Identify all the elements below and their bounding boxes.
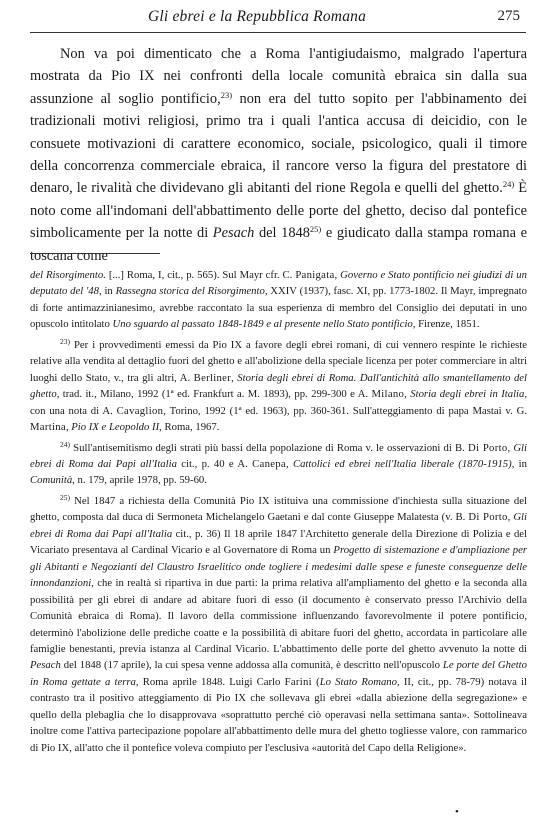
bullet-mark: •: [455, 806, 459, 818]
footnote-24: $^{24)}$ Sull'antisemitismo degli strati più bassi della popolazione di Roma v. le osservazioni di B. Di Porto, Gli ebrei di Roma dai Papi all'Italia cit., p. 40 e A. Canepa, Cattolici ed ebrei nell'Italia liberale (1870-1915), in Comunità, n. 179, aprile 1978, pp. 59-60.: [30, 439, 528, 487]
footnote-23: $^{23)}$ Per i provvedimenti emessi da Pio IX a favore degli ebrei romani, di cui vennero respinte le richieste relative alla vendita al dettaglio fuori del ghetto e all'abolizione della speciale licenza per poter commerciare in altri luoghi dello Stato, v., tra gli altri, A. Berliner, Storia degli ebrei di Roma. Dall'antichità allo smantellamento del ghetto, trad. it., Milano, 1992 (1ª ed. Frankfurt a. M. 1893), pp. 299-300 e A. Milano, Storia degli ebrei in Italia, con una nota di A. Cavaglion, Torino, 1992 (1ª ed. 1963), pp. 360-361. Sull'atteggiamento di papa Mastai v. G. Martina, Pio IX e Leopoldo II, Roma, 1967.: [30, 336, 528, 434]
page-header: [30, 8, 526, 30]
page-number: 275: [497, 8, 520, 24]
main-text: [30, 43, 527, 267]
footnotes: [30, 267, 527, 760]
footnote-continued: del Risorgimento. [...] Roma, I, cit., p. 565). Sul Mayr cfr. C. Panigata, Governo e Stato pontificio nei giudizi di un deputato del '48, in Rassegna storica del Risorgimento, XXIV (1937), fasc. XI, pp. 1773-1802. Il Mayr, impregnato di forte antimazzinianesimo, avrebbe raccontato la sua esperienza di membro del Consiglio dei deputati in uno opuscolo intitolato Uno sguardo al passato 1848-1849 e al presente nello Stato pontificio, Firenze, 1851.: [30, 269, 527, 331]
body-paragraph: Non va poi dimenticato che a Roma l'antigiudaismo, malgrado l'apertura mostrata da Pio IX nei confronti della locale comunità ebraica sin dalla sua assunzione al soglio pontificio,$^{23)}$ non era del tutto sopito per l'abbinamento dei tradizionali motivi religiosi, primo tra i quali l'antica accusa di deicidio, con le consuete motivazioni di carattere economico, sociale, psicologico, quali il timore della concorrenza commerciale ebraica, il rancore verso la figura del prestatore di denaro, le rivalità che dividevano gli abitanti del rione Regola e quelli del ghetto.$^{24)}$ È noto come all'indomani dell'abbattimento delle porte del ghetto, deciso dal pontefice simbolicamente per la notte di Pesach del 1848$^{25)}$ e giudicato dalla stampa romana e toscana come: [30, 46, 527, 264]
footnote-separator: [30, 253, 160, 254]
running-title: Gli ebrei e la Repubblica Romana: [148, 8, 367, 25]
footnote-ref-23: 23): [220, 89, 233, 100]
footnote-ref-25: 25): [309, 224, 322, 235]
header-rule: [30, 32, 526, 33]
footnote-25: $^{25)}$ Nel 1847 a richiesta della Comunità Pio IX istituiva una commissione d'inchiesta sulla situazione del ghetto, composta dal duca di Sermoneta Michelangelo Gaetani e dal conte Giuseppe Malatesta (v. B. Di Porto, Gli ebrei di Roma dai Papi all'Italia cit., p. 36) Il 18 aprile 1847 l'Architetto generale della Direzione di Polizia e del Vicariato presentava al Cardinal Vicario e al Governatore di Roma un Progetto di sistemazione e d'ampliazione per gli Abitanti e Negozianti del Claustro Israelitico onde togliere i medesimi dalle spese e funeste conseguenze delle innondanzioni, che in realtà si ripartiva in due parti: la prima relativa all'ampliamento del ghetto e la seconda alla possibilità per gli ebrei di andare ad abitare fuori di esso (il documento è conservato presso l'Archivio della Comunità ebraica di Roma). Il lavoro della commissione influenzando favorevolmente il potere pontificio, determinò l'abolizione delle prediche coatte e la possibilità di abitare fuori del ghetto, accordata in particolare alle famiglie benestanti, previa istanza al Cardinal Vicario. L'abbattimento delle porte del ghetto avvenuto la notte di Pesach del 1848 (17 aprile), la cui spesa venne addossa alla comunità, è descritto nell'opuscolo Le porte del Ghetto in Roma gettate a terra, Roma aprile 1848. Luigi Carlo Farini (Lo Stato Romano, II, cit., pp. 78-79) notava il contrasto tra il positivo atteggiamento di Pio IX che sollevava gli ebrei «dalla abiezione della segregazione» e quello della plebaglia che lo disapprovava «soprattutto perché ciò operavasi nella settimana santa». Sottolineava inoltre come l'attiva partecipazione popolare all'abbattimento delle mura del ghetto togliesse valore, con rammarico di Pio IX, all'atto che il pontefice voleva compiuto per l'esclusiva «autorità del Capo della Religione».: [30, 492, 528, 754]
footnote-ref-24: 24): [502, 179, 515, 190]
